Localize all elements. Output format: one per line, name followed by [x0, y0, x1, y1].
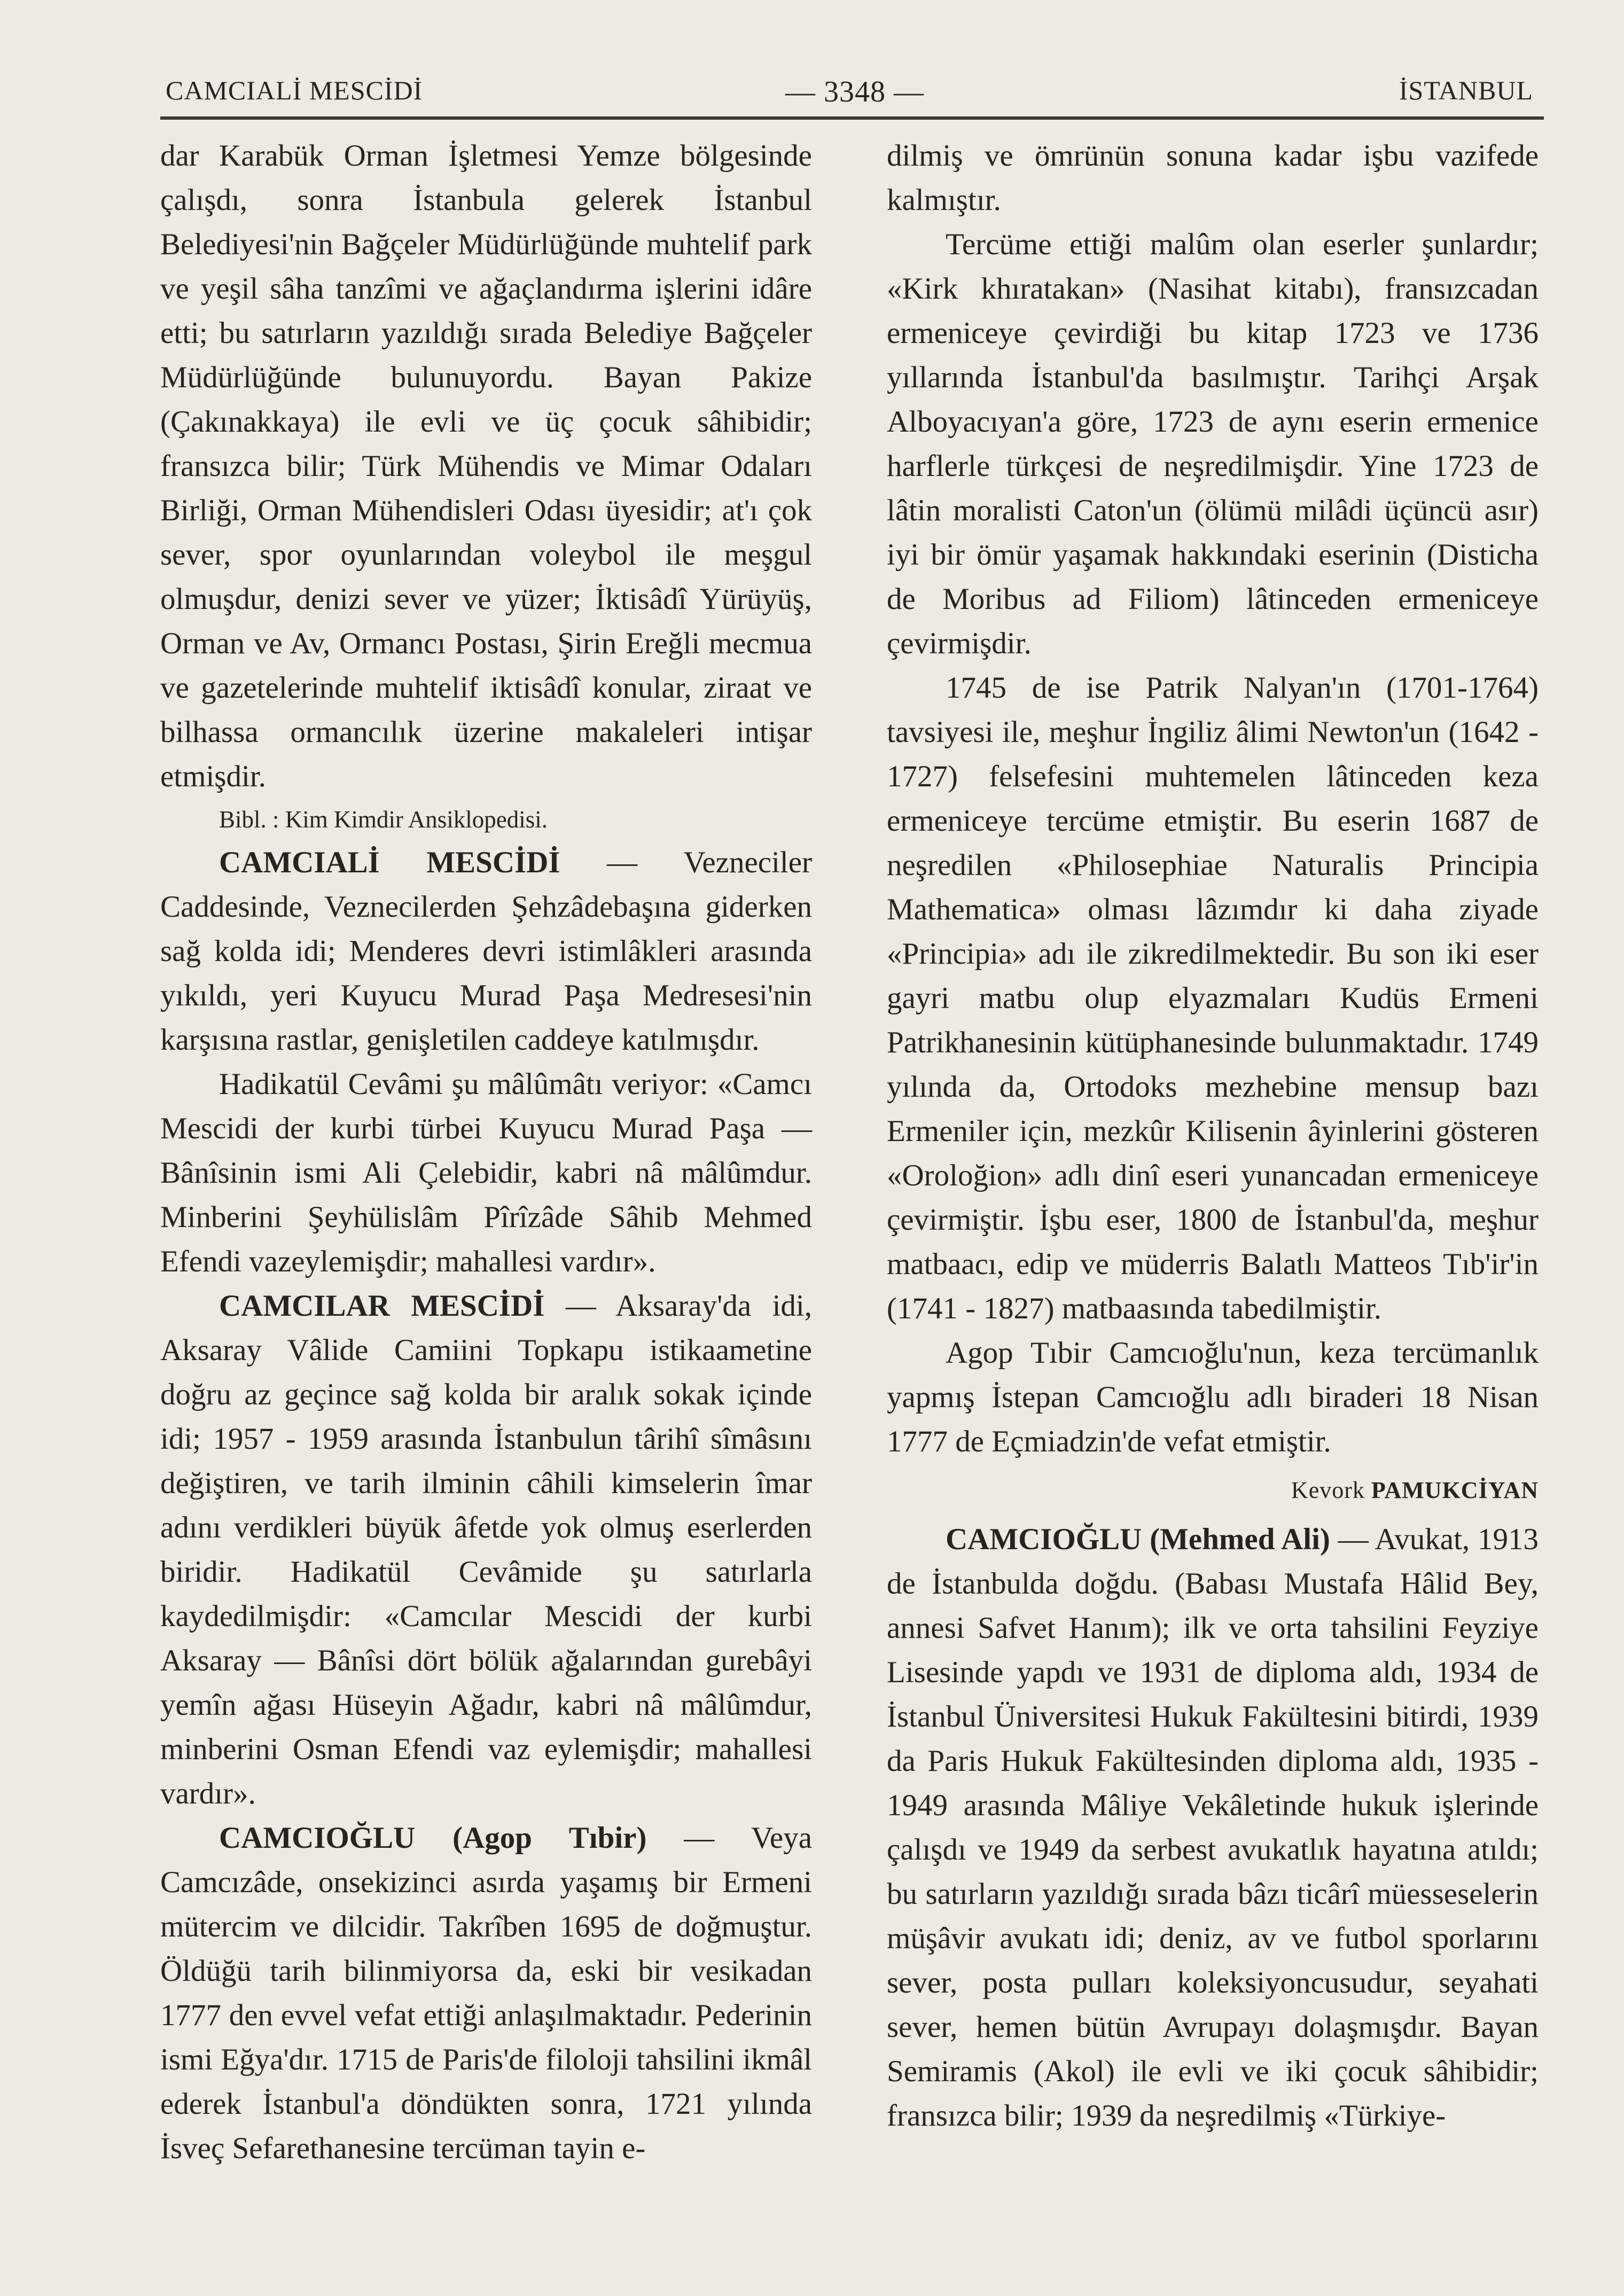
entry-headword: CAMCILAR MESCİDİ [219, 1289, 545, 1323]
running-head-city: İSTANBUL [1399, 75, 1533, 105]
entry-paragraph: Agop Tıbir Camcıoğlu'nun, keza tercümanlık yapmış İstepan Camcıoğlu adlı biraderi 18 Nisan 1777 de Eçmiadzin'de vefat etmiştir. [887, 1336, 1539, 1458]
signature-first-name: Kevork [1291, 1477, 1365, 1503]
entry-headword: CAMCIALİ MESCİDİ [219, 846, 560, 879]
entry-text: — Aksaray'da idi, Aksaray Vâlide Camiini Topkapu istikaametine doğru az geçince sağ kolda bir aralık sokak içinde idi; 1957 - 1959 arasında İstanbulun târihî sîmâsını değiştiren, ve tarih ilminin câhili kimselerin îmar adını verdikleri büyük âfetde yok olmuş eserlerden biridir. Hadikatül Cevâmide şu satırlarla kaydedilmişdir: «Camcılar Mescidi der kurbi Aksaray — Bânîsi dört bölük ağalarından gurebâyi yemîn ağası Hüseyin Ağadır, kabri nâ mâlûmdur, minberini Osman Efendi vaz eylemişdir; mahallesi vardır». [160, 1289, 812, 1810]
right-column [887, 134, 1539, 2138]
continued-paragraph: dilmiş ve ömrünün sonuna kadar işbu vazifede kalmıştır. [887, 139, 1539, 217]
bibliography-note: Bibl. : Kim Kimdir Ansiklopedisi. [219, 806, 548, 833]
entry-paragraph: Hadikatül Cevâmi şu mâlûmâtı veriyor: «Camcı Mescidi der kurbi türbei Kuyucu Murad Paşa — Bânîsinin ismi Ali Çelebidir, kabri nâ mâlûmdur. Minberini Şeyhülislâm Pîrîzâde Sâhib Mehmed Efendi vazeylemişdir; mahallesi vardır». [160, 1067, 812, 1278]
header-rule [160, 116, 1544, 120]
entry-text: — Vezneciler Caddesinde, Veznecilerden Şehzâdebaşına giderken sağ kolda idi; Menderes devri istimlâkleri arasında yıkıldı, yeri Kuyucu Murad Paşa Medresesi'nin karşısına rastlar, genişletilen caddeye katılmışdır. [160, 846, 813, 1057]
entry-camciali-mescidi [160, 840, 812, 1062]
signature-last-name: PAMUKCİYAN [1371, 1477, 1539, 1503]
entry-headword: CAMCIOĞLU (Mehmed Ali) [946, 1522, 1330, 1556]
entry-paragraph: 1745 de ise Patrik Nalyan'ın (1701-1764) tavsiyesi ile, meşhur İngiliz âlimi Newton'un (1642 - 1727) felsefesini muhtemelen lâtinceden keza ermeniceye tercüme etmiştir. Bu eserin 1687 de neşredilen «Philosephiae Naturalis Principia Mathematica» olması lâzımdır ki daha ziyade «Principia» adı ile zikredilmektedir. Bu son iki eser gayri matbu olup elyazmaları Kudüs Ermeni Patrikhanesinin kütüphanesinde bulunmaktadır. 1749 yılında da, Ortodoks mezhebine mensup bazı Ermeniler için, mezkûr Kilisenin âyinlerini gösteren «Oroloğion» adlı dinî eseri yunancadan ermeniceye çevirmiştir. İşbu eser, 1800 de İstanbul'da, meşhur matbaacı, edip ve müderris Balatlı Matteos Tıb'ir'in (1741 - 1827) matbaasında tabedilmiştir. [887, 671, 1539, 1325]
page-number: — 3348 — [785, 75, 924, 108]
entry-headword: CAMCIOĞLU (Agop Tıbir) [219, 1821, 647, 1855]
entry-camcilar-mescidi [160, 1284, 812, 1816]
entry-text: — Avukat, 1913 de İstanbulda doğdu. (Babası Mustafa Hâlid Bey, annesi Safvet Hanım); ilk ve orta tahsilini Feyziye Lisesinde yapdı ve 1931 de diploma aldı, 1934 de İstanbul Üniversitesi Hukuk Fakültesini bitirdi, 1939 da Paris Hukuk Fakültesinden diploma aldı, 1935 - 1949 arasında Mâliye Vekâletinde hukuk işlerinde çalışdı ve 1949 da serbest avukatlık hayatına atıldı; bu satırların yazıldığı sırada bâzı ticârî müesseselerin müşâvir avukatı idi; deniz, av ve futbol sporlarını sever, posta pulları koleksiyoncusudur, seyahati sever, hemen bütün Avrupayı dolaşmışdır. Bayan Semiramis (Akol) ile evli ve iki çocuk sâhibidir; fransızca bilir; 1939 da neşredilmiş «Türkiye- [887, 1522, 1539, 2133]
continued-paragraph: dar Karabük Orman İşletmesi Yemze bölgesinde çalışdı, sonra İstanbula gelerek İstanbul Belediyesi'nin Bağçeler Müdürlüğünde muhtelif park ve yeşil sâha tanzîmi ve ağaçlandırma işlerini idâre etti; bu satırların yazıldığı sırada Belediye Bağçeler Müdürlüğünde bulunuyordu. Bayan Pakize (Çakınakkaya) ile evli ve üç çocuk sâhibidir; fransızca bilir; Türk Mühendis ve Mimar Odaları Birliği, Orman Mühendisleri Odası üyesidir; at'ı çok sever, spor oyunlarından voleybol ile meşgul olmuşdur, denizi sever ve yüzer; İktisâdî Yürüyüş, Orman ve Av, Ormancı Postası, Şirin Ereğli mecmua ve gazetelerinde muhtelif iktisâdî konular, ziraat ve bilhassa ormancılık üzerine makaleleri intişar etmişdir. [160, 139, 812, 793]
running-head [160, 69, 1539, 112]
left-column [160, 134, 812, 2170]
entry-text: — Veya Camcızâde, onsekizinci asırda yaşamış bir Ermeni mütercim ve dilcidir. Takrîben 1695 de doğmuştur. Öldüğü tarih bilinmiyorsa da, eski bir vesikadan 1777 den evvel vefat ettiği anlaşılmaktadır. Pederinin ismi Eğya'dır. 1715 de Paris'de filoloji tahsilini ikmâl ederek İstanbul'a döndükten sonra, 1721 yılında İsveç Sefarethanesine tercüman tayin e- [160, 1821, 812, 2165]
entry-paragraph: Tercüme ettiği malûm olan eserler şunlardır; «Kirk khıratakan» (Nasihat kitabı), fransızcadan ermeniceye çevirdiği bu kitap 1723 ve 1736 yıllarında İstanbul'da basılmıştır. Tarihçi Arşak Alboyacıyan'a göre, 1723 de aynı eserin ermenice harflerle türkçesi de neşredilmişdir. Yine 1723 de lâtin moralisti Caton'un (ölümü milâdi üçüncü asır) iyi bir ömür yaşamak hakkındaki eserinin (Disticha de Moribus ad Filiom) lâtinceden ermeniceye çevirmişdir. [887, 228, 1539, 660]
author-signature [887, 1464, 1539, 1517]
entry-camcioglu-mehmed [887, 1517, 1539, 2138]
entry-camcioglu-agop [160, 1816, 812, 2170]
running-head-title: CAMCIALİ MESCİDİ [166, 75, 423, 105]
